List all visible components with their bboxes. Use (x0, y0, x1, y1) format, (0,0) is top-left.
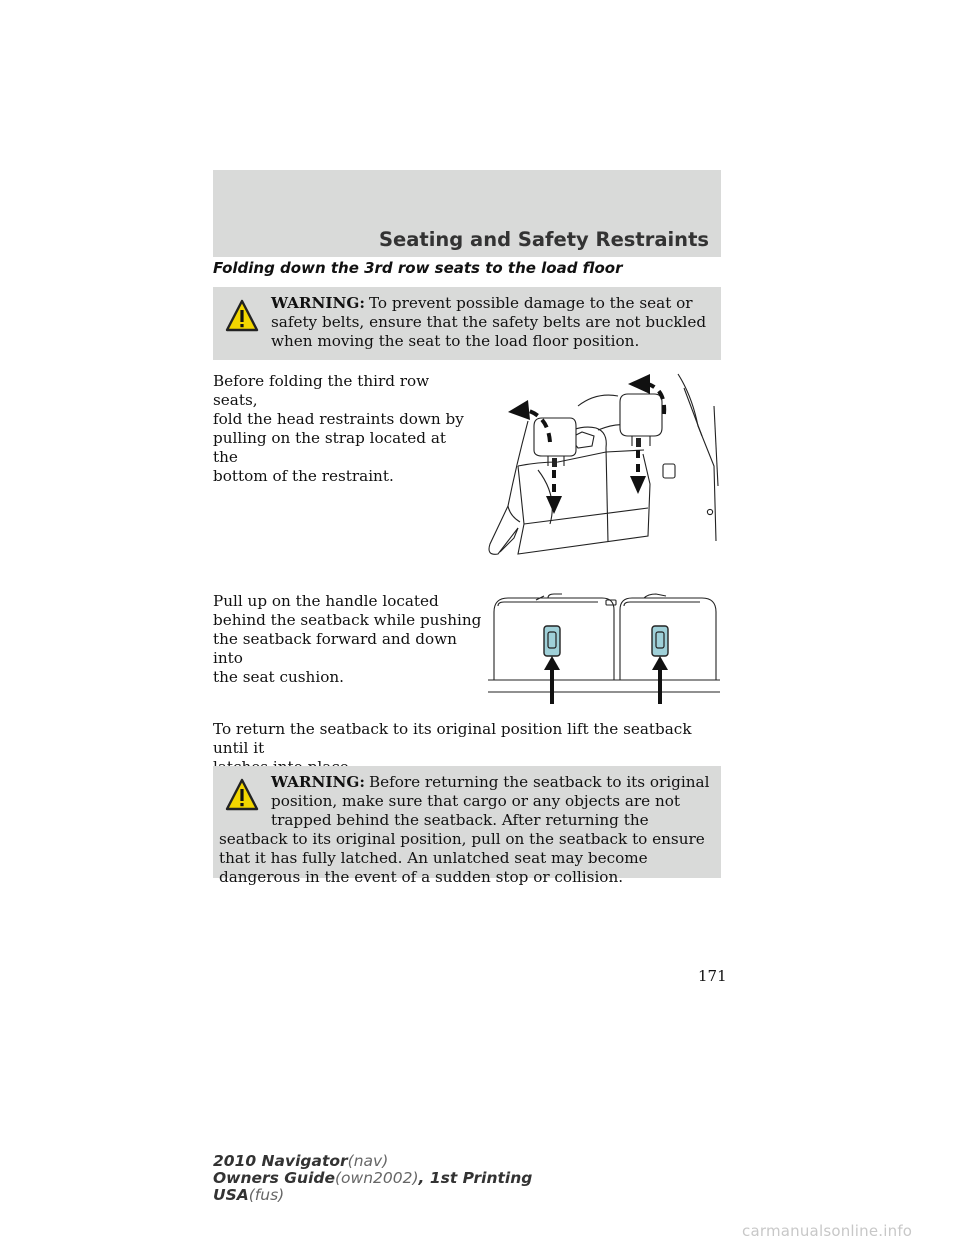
footer-model: 2010 Navigator (213, 1152, 348, 1170)
paragraph-pull-handle (213, 592, 483, 687)
footer-line-3 (213, 1187, 532, 1204)
text-line: To return the seatback to its original position lift the seatback until it (213, 720, 692, 757)
text-line: the seat cushion. (213, 668, 344, 686)
text-line: behind the seatback while pushing (213, 611, 482, 629)
text-line: Before folding the third row seats, (213, 372, 430, 409)
subheading: Folding down the 3rd row seats to the load floor (213, 259, 623, 277)
text-line: Pull up on the handle located (213, 592, 439, 610)
footer-model-code: (nav) (347, 1152, 389, 1170)
footer-region-code: (fus) (248, 1186, 285, 1204)
page-number: 171 (698, 967, 727, 985)
warning-text: Before returning the seatback to its original position, make sure that cargo or any objects are not trapped behind the seatback. After returning the seatback to its original position, pull on the seatback to ensure that it has fully latched. An unlatched seat may become dangerous in the event of a sudden stop or collision. (219, 773, 710, 886)
footer-printing: , 1st Printing (418, 1169, 533, 1187)
seatback-handle-illustration (488, 592, 720, 708)
text-line: fold the head restraints down by (213, 410, 464, 428)
text-line: the seatback forward and down into (213, 630, 457, 667)
warning-label: WARNING: (271, 773, 365, 791)
warning-text: To prevent possible damage to the seat or safety belts, ensure that the safety belts are not buckled when moving the seat to the load floor position. (271, 294, 707, 350)
warning-box-1 (213, 287, 721, 360)
footer-region: USA (213, 1186, 249, 1204)
section-title: Seating and Safety Restraints (378, 228, 709, 251)
paragraph-head-restraints (213, 372, 473, 486)
footer-guide: Owners Guide (213, 1169, 335, 1187)
warning-triangle-icon (225, 778, 259, 812)
footer-line-1 (213, 1153, 532, 1170)
section-header-band (213, 170, 721, 257)
text-line: bottom of the restraint. (213, 467, 394, 485)
footer-print-info (213, 1153, 532, 1204)
footer-line-2 (213, 1170, 532, 1187)
watermark-link[interactable]: carmanualsonline.info (742, 1222, 913, 1240)
footer-guide-code: (own2002) (335, 1169, 419, 1187)
warning-label: WARNING: (271, 294, 365, 312)
text-line: pulling on the strap located at the (213, 429, 446, 466)
warning-triangle-icon (225, 299, 259, 333)
seat-head-restraint-illustration (478, 366, 722, 568)
warning-box-2 (213, 766, 721, 886)
